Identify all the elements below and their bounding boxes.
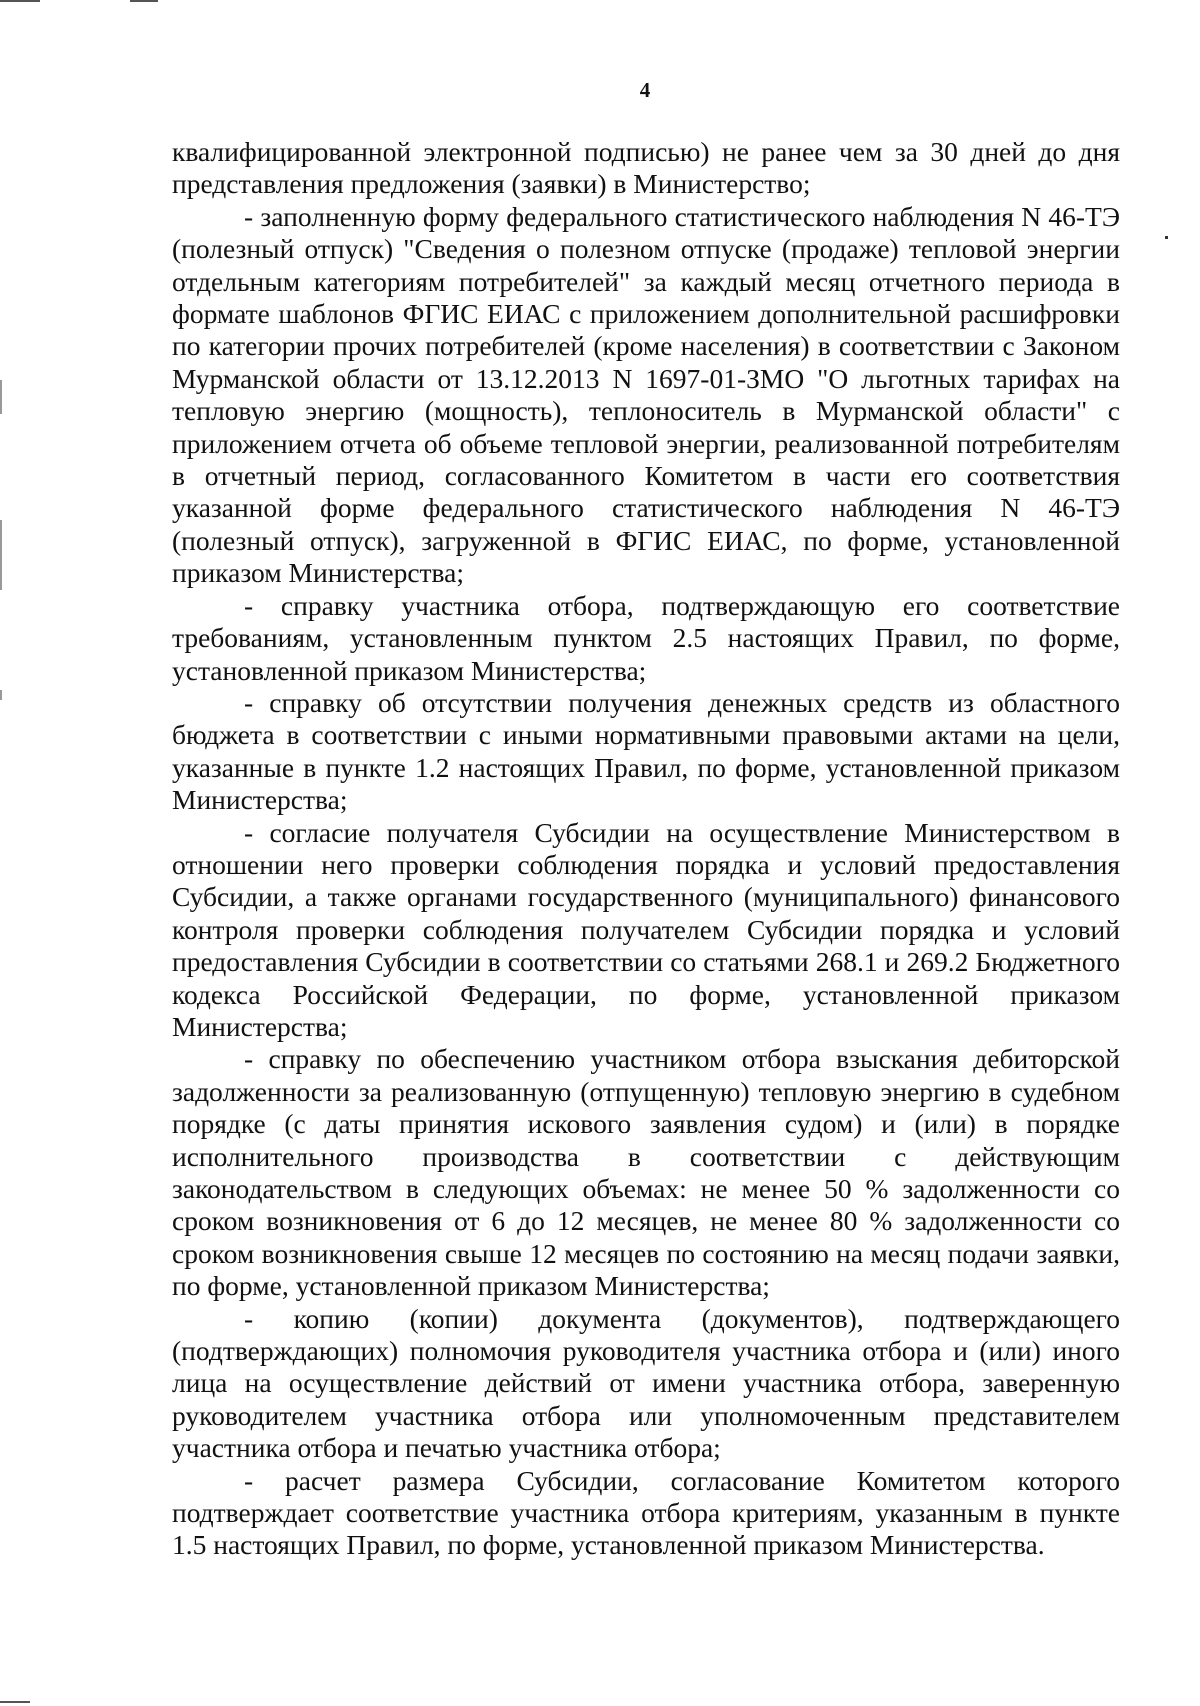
scan-mark-left-2 xyxy=(0,520,2,590)
scan-dot-right xyxy=(1165,236,1168,239)
scan-mark-left-1 xyxy=(0,380,2,414)
scan-mark-left-3 xyxy=(0,690,2,700)
body-text xyxy=(172,136,1120,1562)
scan-mark-top-left xyxy=(0,0,40,2)
list-item-no-funds-certificate: - справку об отсутствии получения денежных средств из областного бюджета в соответствии с иными нормативными правовыми актами на цели, указанные в пункте 1.2 настоящих Правил, по форме, установленной приказом Министерства; xyxy=(172,686,1120,816)
list-item-consent-to-audit: - согласие получателя Субсидии на осуществление Министерством в отношении него проверки соблюдения порядка и условий предоставления Субсидии, а также органами государственного (муниципального) финансового контроля проверки соблюдения получателем Субсидии порядка и условий предоставления Субсидии в соответствии со статьями 268.1 и 269.2 Бюджетного кодекса Российской Федерации, по форме, установленной приказом Министерства; xyxy=(172,816,1120,1042)
list-item-subsidy-calculation: - расчет размера Субсидии, согласование Комитетом которого подтверждает соответствие участника отбора критериям, указанным в пункте 1.5 настоящих Правил, по форме, установленной приказом Министерства. xyxy=(172,1464,1120,1561)
list-item-participant-certificate: - справку участника отбора, подтверждающую его соответствие требованиям, установленным пунктом 2.5 настоящих Правил, по форме, установленной приказом Министерства; xyxy=(172,589,1120,686)
paragraph-continuation: квалифицированной электронной подписью) не ранее чем за 30 дней до дня представления предложения (заявки) в Министерство; xyxy=(172,136,1120,200)
page-number: 4 xyxy=(639,78,651,102)
scan-mark-top xyxy=(130,0,158,2)
list-item-debt-recovery-certificate: - справку по обеспечению участником отбора взыскания дебиторской задолженности за реализованную (отпущенную) тепловую энергию в судебном порядке (с даты принятия искового заявления судом) и (или) в порядке исполнительного производства в соответствии с действующим законодательством в следующих объемах: не менее 50 % задолженности со сроком возникновения от 6 до 12 месяцев, не менее 80 % задолженности со сроком возникновения свыше 12 месяцев по состоянию на месяц подачи заявки, по форме, установленной приказом Министерства; xyxy=(172,1043,1120,1302)
list-item-statistical-form: - заполненную форму федерального статистического наблюдения N 46-ТЭ (полезный отпуск) "Сведения о полезном отпуске (продаже) тепловой энергии отдельным категориям потребителей" за каждый месяц отчетного периода в формате шаблонов ФГИС ЕИАС с приложением дополнительной расшифровки по категории прочих потребителей (кроме населения) в соответствии с Законом Мурманской области от 13.12.2013 N 1697-01-ЗМО "О льготных тарифах на тепловую энергию (мощность), теплоноситель в Мурманской области" с приложением отчета об объеме тепловой энергии, реализованной потребителям в отчетный период, согласованного Комитетом в части его соответствия указанной форме федерального статистического наблюдения N 46-ТЭ (полезный отпуск), загруженной в ФГИС ЕИАС, по форме, установленной приказом Министерства; xyxy=(172,200,1120,589)
list-item-authority-documents: - копию (копии) документа (документов), подтверждающего (подтверждающих) полномочия руководителя участника отбора и (или) иного лица на осуществление действий от имени участника отбора, заверенную руководителем участника отбора или уполномоченным представителем участника отбора и печатью участника отбора; xyxy=(172,1302,1120,1464)
scan-mark-bottom-left xyxy=(0,1701,30,1703)
